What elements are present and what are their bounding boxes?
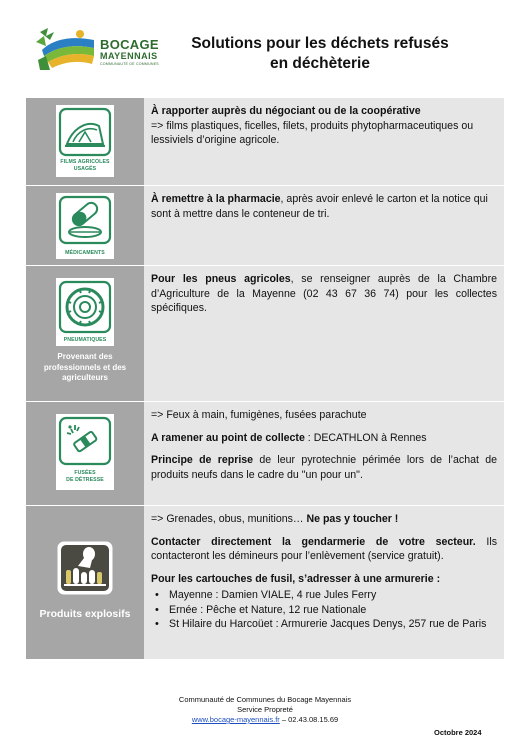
icon-cell (26, 506, 144, 659)
list-item: • St Hilaire du Harcoüet : Armurerie Jacques Denys, 257 rue de Paris (155, 617, 497, 632)
bocage-mayennais-logo (34, 26, 174, 74)
table-row-agricultural-films (26, 98, 504, 186)
list-item: • Mayenne : Damien VIALE, 4 rue Jules Ferry (155, 588, 497, 603)
page-title-line-1: Solutions pour les déchets refusés (191, 35, 449, 52)
footer-organization: Communauté de Communes du Bocage Mayennais (178, 695, 352, 704)
list-item: • Ernée : Pêche et Nature, 12 rue Nationale (155, 603, 497, 618)
pictogram-label: FILMS AGRICOLES (60, 159, 110, 165)
pictogram-label: PNEUMATIQUES (63, 337, 107, 343)
waste-solutions-table (26, 98, 504, 660)
instruction-lead: À remettre à la pharmacie (151, 193, 281, 205)
instruction-body: => films plastiques, ficelles, filets, produits phytopharmaceutiques ou lessiviels d’origine agricole. (151, 119, 474, 146)
text-cell (144, 506, 504, 659)
pictogram-films-agricoles (56, 105, 114, 177)
icon-cell (26, 186, 144, 265)
explosives-label: Produits explosifs (39, 608, 131, 620)
pictogram-label: FUSÉES (74, 470, 96, 476)
brand-tagline: COMMUNAUTÉ DE COMMUNES (100, 62, 159, 66)
page-footer (0, 695, 530, 725)
instruction-lead: Pour les cartouches de fusil, s’adresser à une armurerie : (151, 572, 441, 585)
table-row-distress-flares (26, 402, 504, 506)
footer-contact (0, 715, 530, 725)
explosive-types: => Grenades, obus, munitions… (151, 513, 307, 525)
pictogram-medicaments (56, 193, 114, 259)
instruction-body: , se renseigner auprès de la Chambre d’Agriculture de la Mayenne (02 43 67 36 74) pour les collectes spécifiques. (151, 273, 497, 314)
instruction-body: Ils contacteront les démineurs pour l’enlèvement (service gratuit). (151, 535, 497, 562)
gun-shop-list (155, 588, 497, 632)
table-row-explosives (26, 506, 504, 660)
pictogram-fusees (56, 414, 114, 490)
page-header (0, 0, 530, 90)
instruction-body: : DECATHLON à Rennes (304, 431, 427, 444)
website-link[interactable]: www.bocage-mayennais.fr (191, 715, 280, 724)
instruction-lead: Principe de reprise (151, 454, 254, 466)
instruction-body: de leur pyrotechnie périmée lors de l’achat de produits neufs dans le cadre du "un pour un". (151, 454, 498, 481)
medicine-capsule-icon (57, 194, 113, 246)
flare-types: => Feux à main, fumigènes, fusées parachute (151, 409, 367, 421)
brand-sub: MAYENNAIS (100, 51, 158, 61)
agricultural-film-icon (57, 106, 113, 158)
pictogram-pneumatiques (56, 278, 114, 346)
icon-cell (26, 266, 144, 401)
text-cell (144, 186, 504, 265)
text-cell (144, 402, 504, 505)
instruction-lead: A ramener au point de collecte (151, 431, 305, 444)
tyres-origin-caption: Provenant des professionnels et des agriculteurs (43, 352, 127, 382)
footer-service: Service Propreté (237, 705, 293, 714)
icon-cell (26, 402, 144, 505)
logo-landscape-icon (34, 26, 96, 72)
tyre-icon (57, 279, 113, 335)
icon-cell (26, 98, 144, 185)
warning-text: Ne pas y toucher ! (306, 513, 399, 525)
text-cell (144, 266, 504, 401)
distress-flare-icon (57, 415, 113, 467)
table-row-medicines (26, 186, 504, 266)
explosive-ammunition-icon (56, 540, 114, 596)
pictogram-label: MÉDICAMENTS (65, 250, 105, 256)
instruction-lead: Contacter directement la gendarmerie de votre secteur. (151, 535, 476, 548)
table-row-tyres (26, 266, 504, 402)
page-title (170, 34, 470, 74)
brand-name: BOCAGE (100, 37, 159, 52)
page-title-line-2: en déchèterie (270, 55, 370, 72)
instruction-lead: Pour les pneus agricoles (151, 273, 291, 285)
pictogram-label: DE DÉTRESSE (66, 476, 104, 483)
instruction-body: , après avoir enlevé le carton et la notice qui sont à mettre dans le conteneur de tri. (151, 193, 488, 220)
text-cell (144, 98, 504, 185)
instruction-lead: À rapporter auprès du négociant ou de la coopérative (151, 105, 421, 117)
publication-date: Octobre 2024 (434, 728, 482, 737)
pictogram-label: USAGÉS (73, 165, 97, 172)
footer-phone: – 02.43.08.15.69 (279, 715, 339, 724)
